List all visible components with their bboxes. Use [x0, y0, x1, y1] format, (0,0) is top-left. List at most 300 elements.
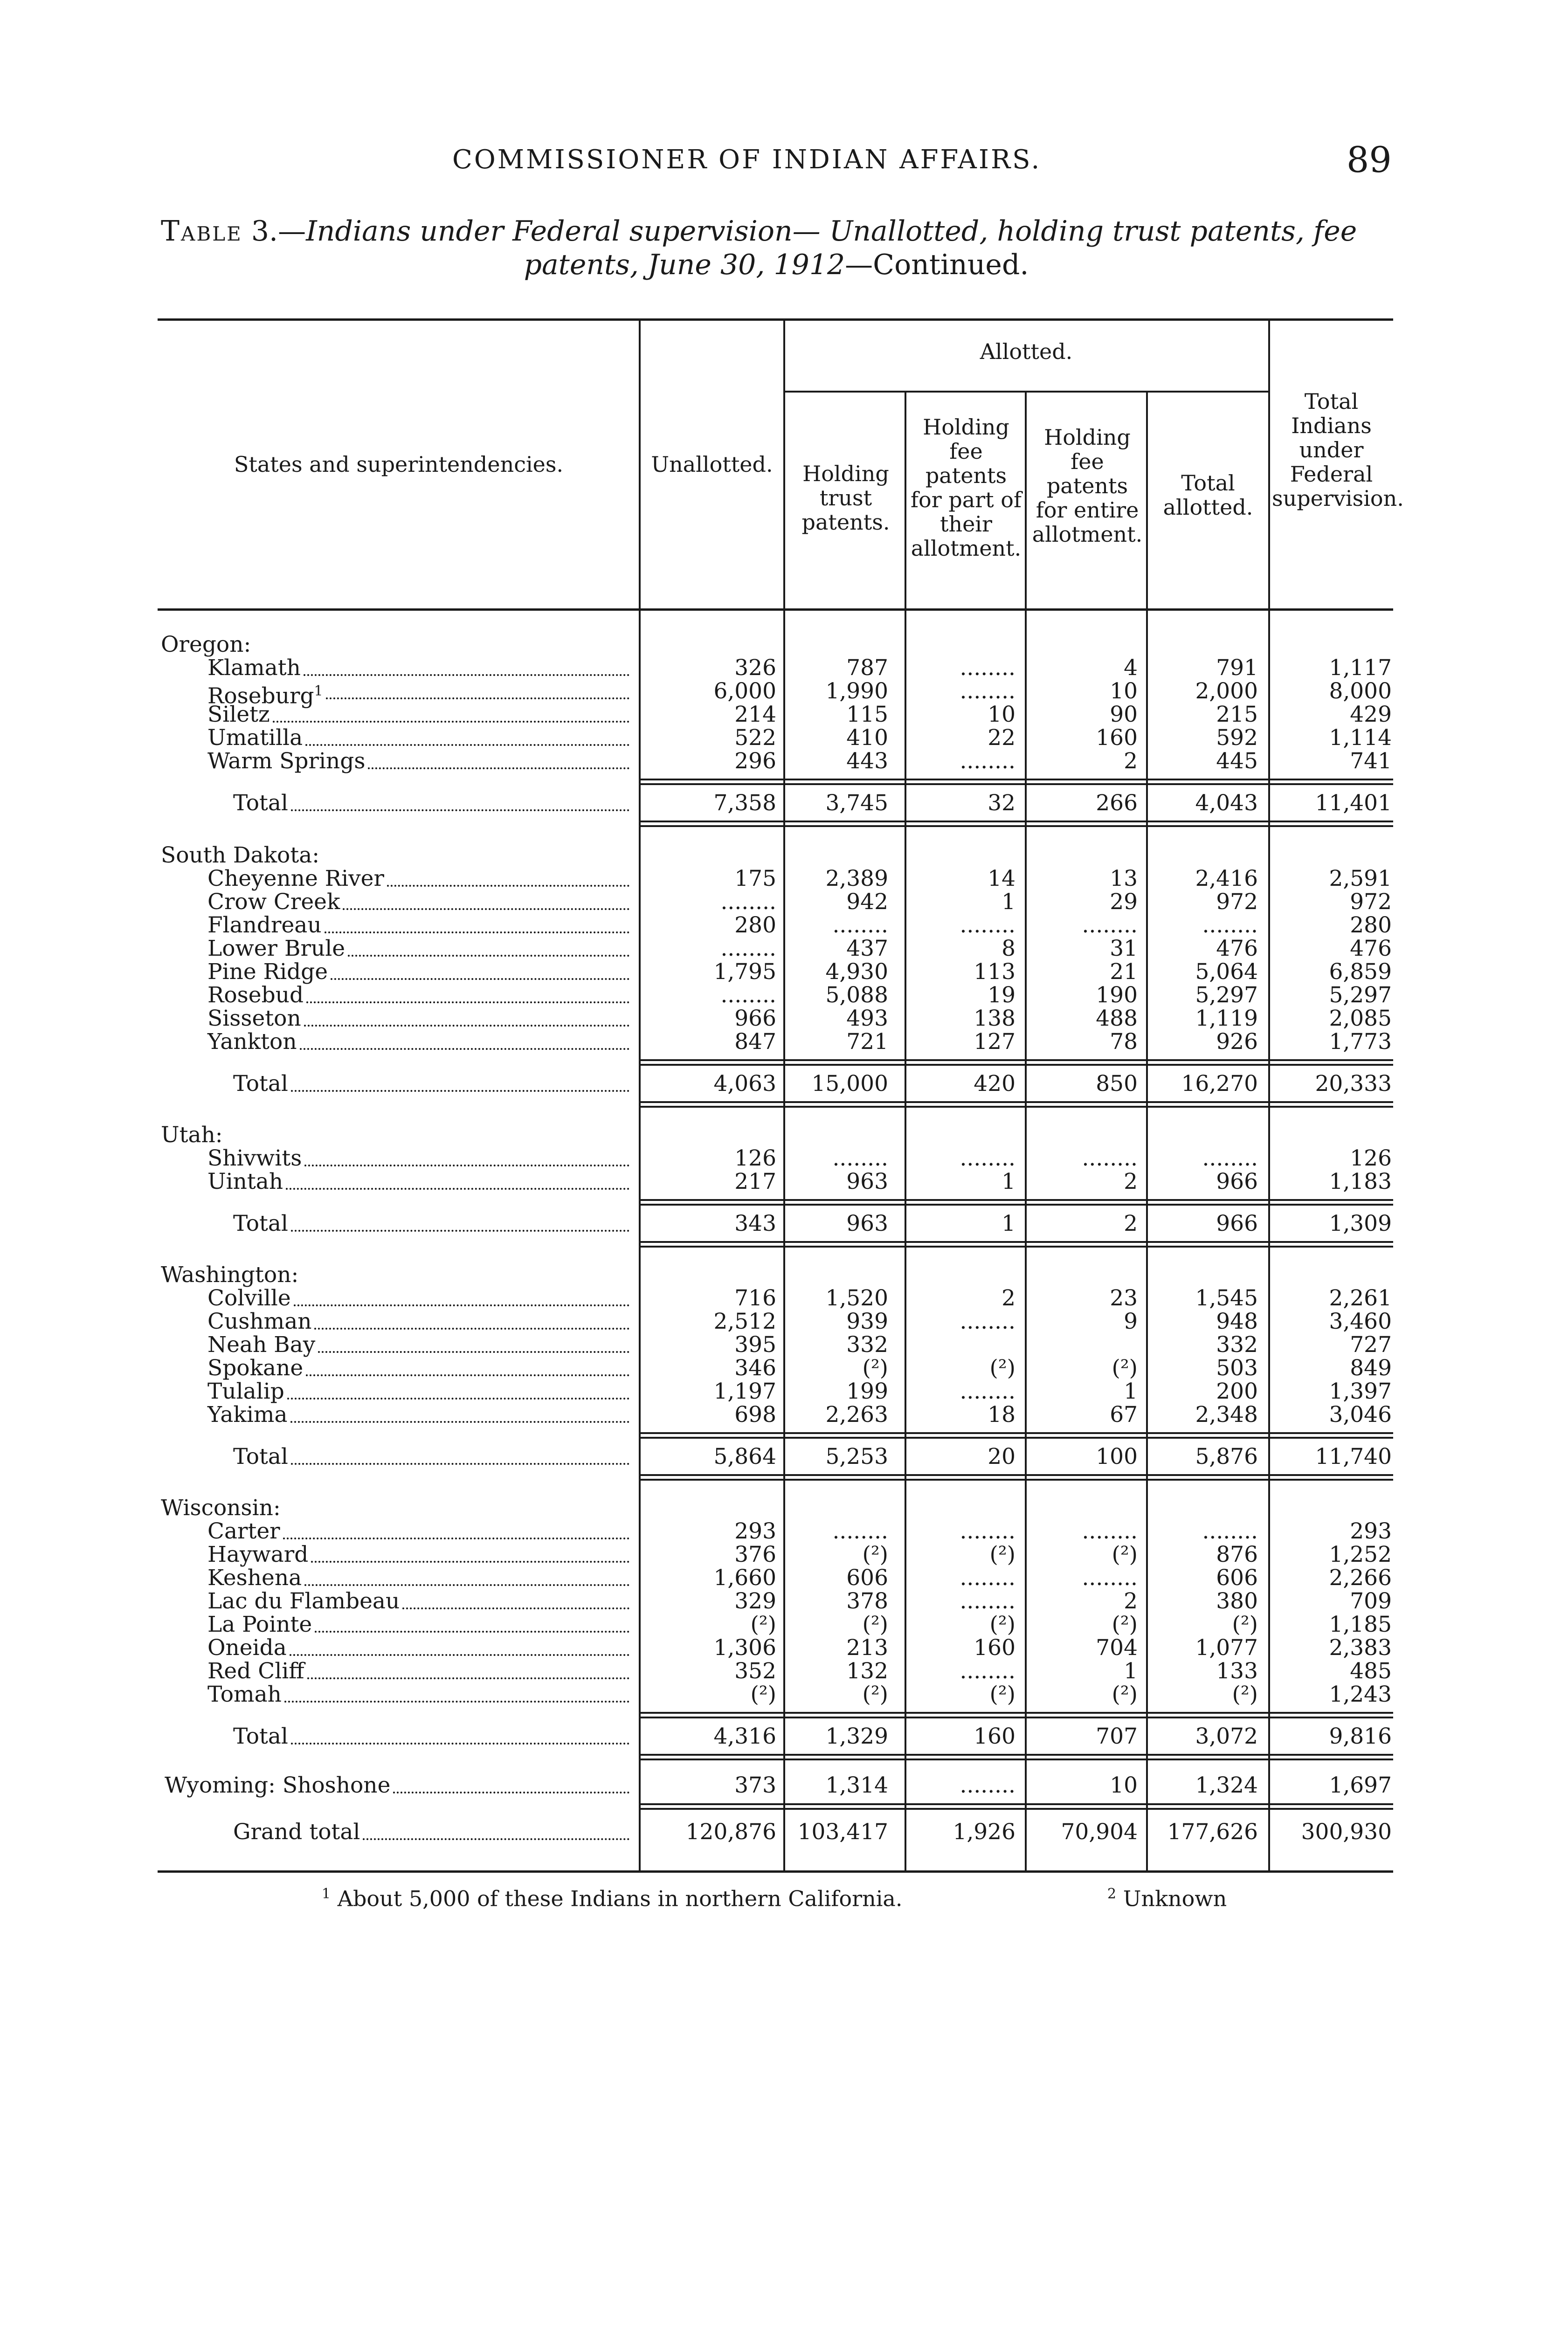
- table-row: [161, 984, 1392, 1007]
- cell-t: ........: [832, 912, 888, 938]
- cell-u: 376: [734, 1542, 776, 1567]
- cell-ta: 791: [1216, 655, 1258, 681]
- row-name: Hayward: [207, 1542, 309, 1567]
- row-label: [207, 937, 345, 960]
- row-name: Total: [233, 1071, 288, 1097]
- table-row: [161, 1543, 1392, 1566]
- group-heading: Utah:: [161, 1122, 223, 1148]
- cell-fp: ........: [960, 678, 1015, 704]
- table-top-rule: [158, 318, 1393, 321]
- cell-fp: (²): [989, 1542, 1015, 1567]
- cell-fp: 10: [988, 702, 1015, 727]
- cell-ti: 2,261: [1329, 1285, 1392, 1311]
- row-name: Neah Bay: [207, 1332, 316, 1358]
- cell-t: 1,520: [825, 1285, 888, 1311]
- leader-dots: [291, 809, 629, 811]
- cell-u: 2,512: [713, 1309, 776, 1334]
- cell-ta: 972: [1216, 889, 1258, 915]
- total-rule-top-b: [639, 783, 1393, 785]
- cell-ta: 5,064: [1195, 959, 1258, 985]
- cell-ta: 1,077: [1195, 1635, 1258, 1661]
- row-name: Colville: [207, 1285, 291, 1311]
- cell-ta: 1,324: [1195, 1772, 1258, 1798]
- row-name: Lower Brule: [207, 936, 345, 961]
- page-number: 89: [1347, 139, 1392, 180]
- row-name: Red Cliff: [207, 1658, 304, 1684]
- row-name: Tulalip: [207, 1379, 284, 1404]
- cell-fe: (²): [1112, 1682, 1138, 1707]
- leader-dots: [291, 1463, 629, 1465]
- cell-t: 606: [846, 1565, 888, 1591]
- leader-dots: [343, 908, 629, 910]
- caption-label: Table: [161, 215, 242, 248]
- leader-dots: [326, 697, 629, 699]
- cell-ta: ........: [1202, 1518, 1258, 1544]
- cell-ti: 11,401: [1315, 790, 1392, 816]
- cell-t: 332: [846, 1332, 888, 1358]
- total-row: [161, 1212, 1392, 1235]
- cell-ta: 606: [1216, 1565, 1258, 1591]
- cell-fe: 488: [1096, 1006, 1138, 1031]
- row-label: [207, 1287, 291, 1310]
- cell-fp: 19: [988, 982, 1015, 1008]
- cell-fp: 127: [974, 1029, 1015, 1055]
- cell-u: 1,795: [713, 959, 776, 985]
- row-name: Yankton: [207, 1029, 297, 1055]
- header-trust: Holding trust patents.: [801, 461, 890, 535]
- total-rule-top: [639, 1432, 1393, 1434]
- cell-ta: 5,297: [1195, 982, 1258, 1008]
- cell-ti: 2,085: [1329, 1006, 1392, 1031]
- cell-ti: 1,252: [1329, 1542, 1392, 1567]
- cell-fe: ........: [1082, 912, 1138, 938]
- cell-ti: 293: [1350, 1518, 1392, 1544]
- cell-ta: ........: [1202, 912, 1258, 938]
- cell-fe: (²): [1112, 1612, 1138, 1637]
- cell-ta: 5,876: [1195, 1444, 1258, 1469]
- leader-dots: [314, 1328, 629, 1330]
- leader-dots: [315, 1631, 629, 1633]
- cell-t: 942: [846, 889, 888, 915]
- cell-fe: 4: [1124, 655, 1138, 681]
- row-label: [207, 1007, 301, 1030]
- cell-fp: ........: [960, 748, 1015, 774]
- caption-number: 3.—: [251, 215, 306, 248]
- row-name: Total: [233, 1444, 288, 1469]
- cell-fp: 32: [988, 790, 1015, 816]
- caption-suffix: —Continued.: [845, 248, 1029, 281]
- leader-dots: [300, 1048, 629, 1050]
- total-rule-top-b: [639, 1437, 1393, 1439]
- footnote-2: [1107, 1886, 1227, 1911]
- table-caption: [161, 214, 1392, 282]
- cell-ta: 2,348: [1195, 1402, 1258, 1428]
- cell-fp: ........: [960, 1565, 1015, 1591]
- cell-ti: 485: [1350, 1658, 1392, 1684]
- cell-u: 217: [734, 1169, 776, 1194]
- cell-fe: 90: [1110, 702, 1138, 727]
- cell-fe: ........: [1082, 1145, 1138, 1171]
- total-rule-bottom: [639, 1241, 1393, 1243]
- row-label: [207, 1147, 302, 1170]
- footnote-1-mark: 1: [322, 1886, 331, 1902]
- cell-ti: 9,816: [1329, 1724, 1392, 1749]
- cell-fe: 100: [1096, 1444, 1138, 1469]
- cell-u: 346: [734, 1355, 776, 1381]
- leader-dots: [286, 1188, 629, 1190]
- cell-t: 1,990: [825, 678, 888, 704]
- row-label: [207, 914, 322, 937]
- cell-fe: 2: [1124, 1588, 1138, 1614]
- cell-ta: 592: [1216, 725, 1258, 751]
- wyoming-rule-b: [639, 1808, 1393, 1810]
- total-row: [161, 1445, 1392, 1469]
- total-rule-bottom-b: [639, 1759, 1393, 1760]
- cell-fe: 1: [1124, 1379, 1138, 1404]
- table-row: [161, 1357, 1392, 1380]
- cell-ta: 966: [1216, 1169, 1258, 1194]
- row-label: [207, 984, 304, 1007]
- leader-dots: [307, 1677, 629, 1679]
- row-name: Roseburg: [207, 683, 314, 709]
- row-name: Tomah: [207, 1682, 282, 1707]
- cell-t: 4,930: [825, 959, 888, 985]
- header-bottom-rule: [158, 608, 1393, 611]
- row-label: [207, 1380, 284, 1403]
- leader-dots: [284, 1701, 629, 1703]
- grand-total-row: [161, 1821, 1392, 1844]
- cell-fp: ........: [960, 1379, 1015, 1404]
- cell-t: 199: [846, 1379, 888, 1404]
- total-rule-bottom: [639, 1474, 1393, 1476]
- cell-ta: (²): [1232, 1612, 1258, 1637]
- cell-fe: 2: [1124, 1169, 1138, 1194]
- row-label: [207, 703, 270, 726]
- cell-fp: (²): [989, 1612, 1015, 1637]
- table-row: [161, 1333, 1392, 1357]
- row-label: [207, 1310, 311, 1333]
- cell-t: 410: [846, 725, 888, 751]
- cell-ti: 20,333: [1315, 1071, 1392, 1097]
- table-row: [161, 656, 1392, 680]
- cell-ti: 5,297: [1329, 982, 1392, 1008]
- cell-u: ........: [720, 889, 776, 915]
- leader-dots: [304, 1165, 629, 1166]
- row-name: Pine Ridge: [207, 959, 328, 985]
- cell-u: 395: [734, 1332, 776, 1358]
- cell-fe: (²): [1112, 1355, 1138, 1381]
- cell-fe: ........: [1082, 1565, 1138, 1591]
- cell-fe: 704: [1096, 1635, 1138, 1661]
- table-row: [161, 1636, 1392, 1660]
- cell-t: 378: [846, 1588, 888, 1614]
- leader-dots: [283, 1538, 629, 1539]
- total-rule-top-b: [639, 1717, 1393, 1718]
- cell-u: 7,358: [713, 790, 776, 816]
- total-rule-bottom-b: [639, 825, 1393, 827]
- row-label: [165, 1774, 390, 1797]
- cell-t: 103,417: [797, 1819, 888, 1845]
- leader-dots: [348, 955, 629, 957]
- cell-u: 214: [734, 702, 776, 727]
- cell-t: 132: [846, 1658, 888, 1684]
- leader-dots: [311, 1561, 629, 1563]
- leader-dots: [304, 1584, 629, 1586]
- leader-dots: [318, 1351, 629, 1353]
- cell-fp: 1: [1002, 1211, 1015, 1236]
- cell-fe: 67: [1110, 1402, 1138, 1428]
- cell-ti: 1,309: [1329, 1211, 1392, 1236]
- cell-fp: 22: [988, 725, 1015, 751]
- cell-fp: ........: [960, 1309, 1015, 1334]
- row-label: [207, 750, 365, 773]
- cell-t: 721: [846, 1029, 888, 1055]
- row-label: [207, 726, 303, 750]
- footnote-2-text: Unknown: [1123, 1886, 1227, 1911]
- cell-u: 698: [734, 1402, 776, 1428]
- cell-t: 1,329: [825, 1724, 888, 1749]
- cell-ti: 476: [1350, 936, 1392, 961]
- table-row: [161, 1147, 1392, 1170]
- cell-t: ........: [832, 1518, 888, 1544]
- cell-fe: 70,904: [1061, 1819, 1138, 1845]
- cell-t: (²): [862, 1682, 888, 1707]
- cell-fe: 2: [1124, 1211, 1138, 1236]
- leader-dots: [387, 885, 629, 887]
- cell-u: 1,660: [713, 1565, 776, 1591]
- cell-fe: 78: [1110, 1029, 1138, 1055]
- row-label: [207, 867, 384, 890]
- table-row: [161, 1660, 1392, 1683]
- header-total-indians: Total Indians under Federal supervision.: [1272, 389, 1404, 511]
- cell-fe: 10: [1110, 1772, 1138, 1798]
- cell-u: 4,316: [713, 1724, 776, 1749]
- cell-ti: 1,183: [1329, 1169, 1392, 1194]
- total-rule-bottom-b: [639, 1246, 1393, 1248]
- table-row: [161, 750, 1392, 773]
- cell-t: 963: [846, 1169, 888, 1194]
- cell-u: 175: [734, 866, 776, 891]
- leader-dots: [363, 1838, 629, 1840]
- cell-fe: 13: [1110, 866, 1138, 891]
- table-row: [161, 1287, 1392, 1310]
- cell-fp: ........: [960, 1588, 1015, 1614]
- cell-ti: 6,859: [1329, 959, 1392, 985]
- row-label: [207, 656, 301, 680]
- cell-ti: 8,000: [1329, 678, 1392, 704]
- cell-ti: 1,117: [1329, 655, 1392, 681]
- total-rule-top-b: [639, 1204, 1393, 1206]
- cell-fp: 20: [988, 1444, 1015, 1469]
- cell-u: 716: [734, 1285, 776, 1311]
- cell-fe: (²): [1112, 1542, 1138, 1567]
- footnote-2-mark: 2: [1107, 1886, 1117, 1902]
- cell-fp: 8: [1002, 936, 1015, 961]
- cell-ta: 503: [1216, 1355, 1258, 1381]
- cell-u: 1,306: [713, 1635, 776, 1661]
- cell-fp: 160: [974, 1635, 1015, 1661]
- caption-title-2: patents, June 30, 1912: [524, 248, 845, 281]
- table-row: [161, 1520, 1392, 1543]
- cell-ta: 948: [1216, 1309, 1258, 1334]
- cell-ti: 2,383: [1329, 1635, 1392, 1661]
- cell-fe: 9: [1124, 1309, 1138, 1334]
- cell-ta: 332: [1216, 1332, 1258, 1358]
- leader-dots: [291, 1090, 629, 1092]
- cell-u: 126: [734, 1145, 776, 1171]
- cell-fp: 113: [974, 959, 1015, 985]
- cell-t: (²): [862, 1542, 888, 1567]
- row-name: Klamath: [207, 655, 301, 681]
- cell-t: 5,088: [825, 982, 888, 1008]
- row-name: Umatilla: [207, 725, 303, 751]
- total-row: [161, 1725, 1392, 1748]
- row-name: Wyoming: Shoshone: [165, 1772, 391, 1798]
- cell-fp: (²): [989, 1682, 1015, 1707]
- cell-t: 5,253: [825, 1444, 888, 1469]
- cell-ti: 1,397: [1329, 1379, 1392, 1404]
- row-name: Flandreau: [207, 912, 322, 938]
- cell-ti: 1,243: [1329, 1682, 1392, 1707]
- leader-dots: [306, 1001, 629, 1003]
- cell-ta: 380: [1216, 1588, 1258, 1614]
- leader-dots: [287, 1398, 629, 1400]
- cell-u: 326: [734, 655, 776, 681]
- cell-ta: 476: [1216, 936, 1258, 961]
- row-label: [207, 1590, 400, 1613]
- cell-ta: (²): [1232, 1682, 1258, 1707]
- cell-t: (²): [862, 1612, 888, 1637]
- cell-u: ........: [720, 982, 776, 1008]
- cell-fe: 190: [1096, 982, 1138, 1008]
- cell-ti: 1,185: [1329, 1612, 1392, 1637]
- row-name: Total: [233, 1724, 288, 1749]
- cell-fp: 160: [974, 1724, 1015, 1749]
- cell-ti: 280: [1350, 912, 1392, 938]
- row-name: Cushman: [207, 1309, 312, 1334]
- table-row: [161, 1030, 1392, 1054]
- row-name: La Pointe: [207, 1612, 312, 1637]
- cell-u: 343: [734, 1211, 776, 1236]
- leader-dots: [291, 1230, 629, 1232]
- header-total-allotted: Total allotted.: [1163, 470, 1253, 520]
- row-name: Warm Springs: [207, 748, 366, 774]
- cell-u: 5,864: [713, 1444, 776, 1469]
- cell-u: ........: [720, 936, 776, 961]
- table-row: [161, 1613, 1392, 1636]
- cell-ti: 429: [1350, 702, 1392, 727]
- group-heading: Wisconsin:: [161, 1495, 281, 1521]
- row-name: Lac du Flambeau: [207, 1588, 400, 1614]
- cell-fe: 1: [1124, 1658, 1138, 1684]
- cell-ta: 2,000: [1195, 678, 1258, 704]
- wyoming-row: [161, 1774, 1392, 1797]
- cell-fp: 1,926: [953, 1819, 1015, 1845]
- table-row: [161, 960, 1392, 984]
- cell-t: 1,314: [825, 1772, 888, 1798]
- cell-t: 115: [846, 702, 888, 727]
- caption-line-2: [161, 248, 1392, 282]
- cell-fp: 138: [974, 1006, 1015, 1031]
- footnote-1: [322, 1886, 902, 1911]
- cell-ti: 2,591: [1329, 866, 1392, 891]
- row-name: Carter: [207, 1518, 280, 1544]
- total-rule-top: [639, 779, 1393, 780]
- row-label: [207, 960, 328, 984]
- cell-ti: 3,046: [1329, 1402, 1392, 1428]
- row-label: [207, 1170, 283, 1193]
- total-rule-bottom: [639, 821, 1393, 822]
- leader-dots: [325, 931, 629, 933]
- row-label: [233, 1725, 288, 1748]
- cell-t: 213: [846, 1635, 888, 1661]
- group-heading: South Dakota:: [161, 842, 320, 868]
- cell-t: (²): [862, 1355, 888, 1381]
- cell-t: 493: [846, 1006, 888, 1031]
- cell-t: ........: [832, 1145, 888, 1171]
- table-row: [161, 1380, 1392, 1403]
- cell-u: 6,000: [713, 678, 776, 704]
- cell-ta: 16,270: [1181, 1071, 1258, 1097]
- leader-dots: [290, 1654, 629, 1656]
- leader-dots: [294, 1304, 629, 1306]
- cell-fp: ........: [960, 1518, 1015, 1544]
- cell-t: 787: [846, 655, 888, 681]
- table-row: [161, 1170, 1392, 1193]
- total-rule-bottom-b: [639, 1106, 1393, 1108]
- cell-u: 522: [734, 725, 776, 751]
- header-fee-part: Holding fee patents for part of their allotment.: [910, 414, 1022, 561]
- cell-ti: 3,460: [1329, 1309, 1392, 1334]
- row-label: [207, 890, 340, 914]
- row-label: [207, 1403, 288, 1427]
- table-row: [161, 1310, 1392, 1333]
- leader-dots: [368, 767, 629, 769]
- cell-fe: 2: [1124, 748, 1138, 774]
- row-label: [207, 1683, 282, 1706]
- cell-ta: 133: [1216, 1658, 1258, 1684]
- table-row: [161, 914, 1392, 937]
- row-label: [207, 1333, 315, 1357]
- cell-fp: ........: [960, 1772, 1015, 1798]
- cell-u: 280: [734, 912, 776, 938]
- total-row: [161, 1072, 1392, 1096]
- cell-ta: 1,119: [1195, 1006, 1258, 1031]
- leader-dots: [305, 744, 629, 746]
- row-label: [233, 1072, 288, 1096]
- cell-ta: 966: [1216, 1211, 1258, 1236]
- cell-u: 293: [734, 1518, 776, 1544]
- leader-dots: [402, 1607, 629, 1609]
- row-name: Uintah: [207, 1169, 283, 1194]
- cell-fp: 1: [1002, 889, 1015, 915]
- row-name: Cheyenne River: [207, 866, 384, 891]
- cell-fe: 160: [1096, 725, 1138, 751]
- row-label: [207, 1613, 312, 1636]
- cell-u: 847: [734, 1029, 776, 1055]
- table-row: [161, 1403, 1392, 1427]
- row-label: [207, 1636, 287, 1660]
- total-rule-top: [639, 1059, 1393, 1061]
- cell-fe: 10: [1110, 678, 1138, 704]
- table-bottom-rule: [158, 1870, 1393, 1873]
- table-row: [161, 1683, 1392, 1706]
- cell-fe: 31: [1110, 936, 1138, 961]
- cell-fp: 420: [974, 1071, 1015, 1097]
- cell-ti: 709: [1350, 1588, 1392, 1614]
- row-label: [207, 1660, 304, 1683]
- cell-u: (²): [750, 1682, 776, 1707]
